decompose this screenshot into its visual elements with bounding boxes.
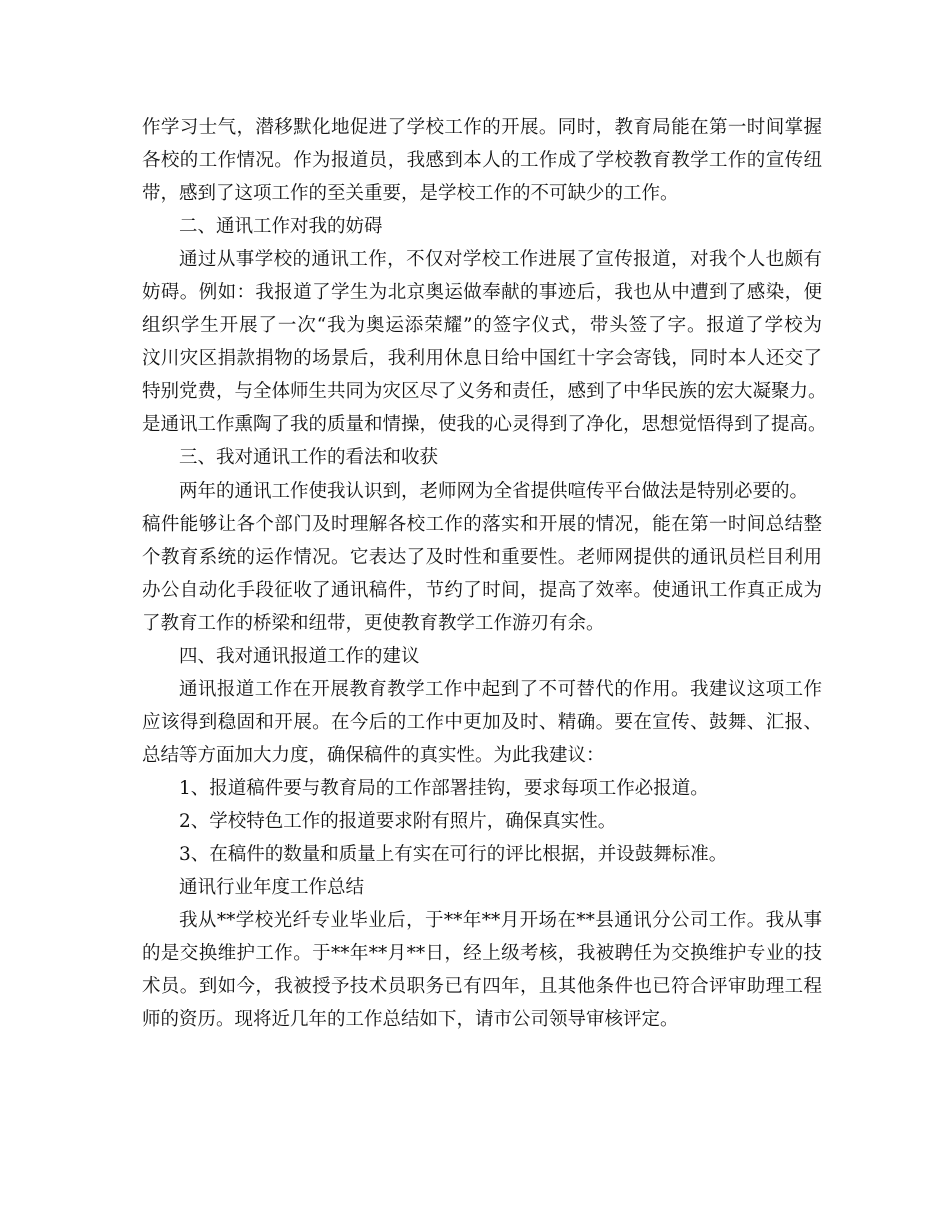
text-line: 了教育工作的桥梁和纽带，更使教育教学工作游刃有余。 (142, 612, 605, 634)
text-line: 是通讯工作熏陶了我的质量和情操，使我的心灵得到了净化，思想觉悟得到了提高。 (142, 414, 827, 436)
list-item: 1、报道稿件要与教育局的工作部署挂钩，要求每项工作必报道。 (179, 777, 709, 799)
text-line: 通过从事学校的通讯工作，不仅对学校工作进展了宣传报道，对我个人也颇有 (179, 249, 822, 271)
text-line: 通讯报道工作在开展教育教学工作中起到了不可替代的作用。我建议这项工作 (179, 678, 822, 700)
section-heading: 通讯行业年度工作总结 (179, 877, 365, 899)
list-item: 3、在稿件的数量和质量上有实在可行的评比根据，并设鼓舞标准。 (179, 844, 728, 866)
text-line: 作学习士气，潜移默化地促进了学校工作的开展。同时，教育局能在第一时间掌握 (142, 117, 822, 138)
text-line: 总结等方面加大力度，确保稿件的真实性。为此我建议： (142, 744, 605, 766)
text-line: 术员。到如今，我被授予技术员职务已有四年，且其他条件也已符合评审助理工程 (142, 976, 822, 998)
text-line: 稿件能够让各个部门及时理解各校工作的落实和开展的情况，能在第一时间总结整 (142, 513, 822, 535)
text-line: 应该得到稳固和开展。在今后的工作中更加及时、精确。要在宣传、鼓舞、汇报、 (142, 711, 822, 733)
document-body (142, 113, 827, 1038)
list-item: 2、学校特色工作的报道要求附有照片，确保真实性。 (179, 810, 617, 832)
text-line: 特别党费，与全体师生共同为灾区尽了义务和责任，感到了中华民族的宏大凝聚力。 (142, 381, 827, 403)
text-line: 带，感到了这项工作的至关重要，是学校工作的不可缺少的工作。 (142, 183, 679, 205)
text-line: 办公自动化手段征收了通讯稿件，节约了时间，提高了效率。使通讯工作真正成为 (142, 579, 822, 601)
section-heading: 二、通讯工作对我的妨碍 (179, 216, 383, 238)
text-line: 个教育系统的运作情况。它表达了及时性和重要性。老师网提供的通讯员栏目利用 (142, 546, 822, 568)
text-line: 的是交换维护工作。于**年**月**日，经上级考核，我被聘任为交换维护专业的技 (142, 943, 822, 965)
section-heading: 三、我对通讯工作的看法和收获 (179, 447, 439, 469)
text-line: 各校的工作情况。作为报道员，我感到本人的工作成了学校教育教学工作的宣传纽 (142, 150, 822, 172)
text-line: 组织学生开展了一次“我为奥运添荣耀”的签字仪式，带头签了字。报道了学校为 (142, 315, 822, 337)
text-line: 两年的通讯工作使我认识到，老师网为全省提供喧传平台做法是特别必要的。 (179, 480, 809, 502)
text-line: 师的资历。现将近几年的工作总结如下，请市公司领导审核评定。 (142, 1009, 679, 1031)
section-heading: 四、我对通讯报道工作的建议 (179, 645, 420, 667)
text-line: 汶川灾区捐款捐物的场景后，我利用休息日给中国红十字会寄钱，同时本人还交了 (142, 348, 822, 370)
text-line: 妨碍。例如：我报道了学生为北京奥运做奉献的事迹后，我也从中遭到了感染，便 (142, 282, 822, 304)
text-line: 我从**学校光纤专业毕业后，于**年**月开场在**县通讯分公司工作。我从事 (179, 910, 822, 932)
